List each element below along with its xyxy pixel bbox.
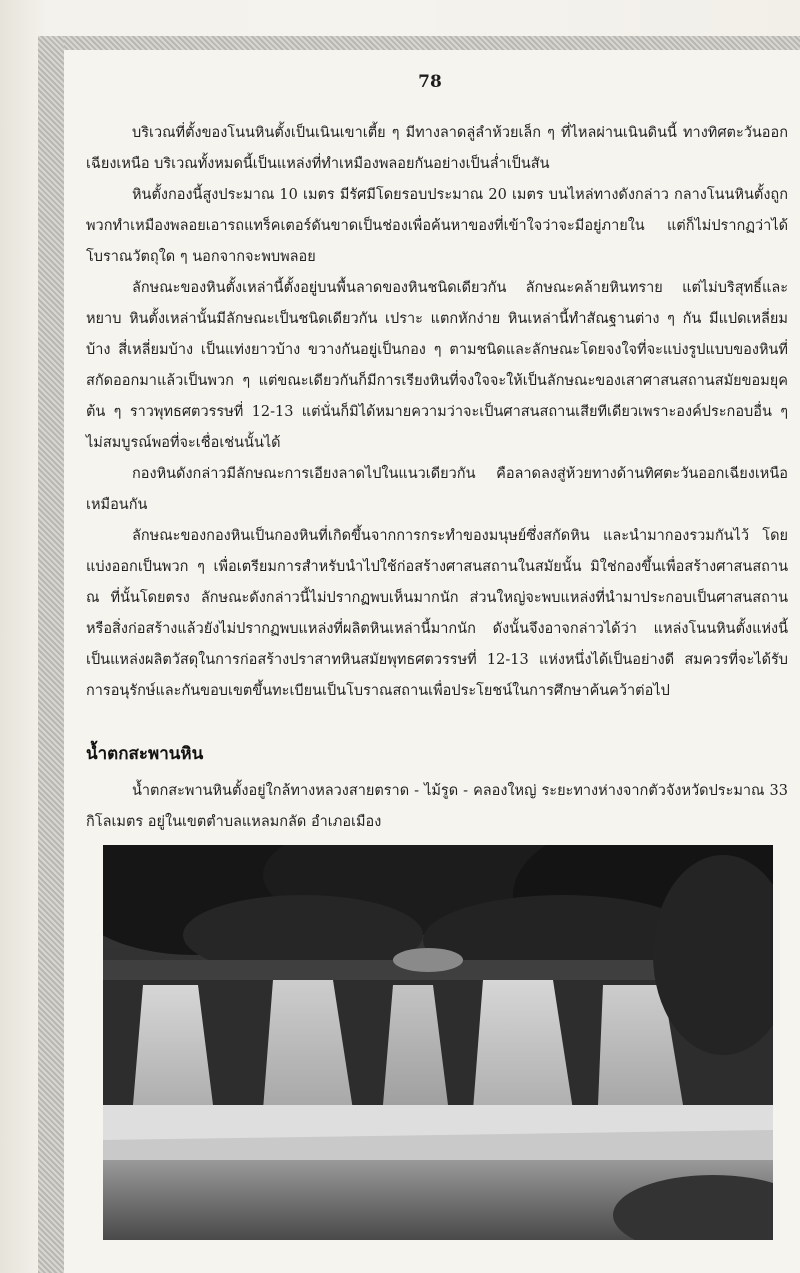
paragraph-2: หินตั้งกองนี้สูงประมาณ 10 เมตร มีรัศมีโดยรอบประมาณ 20 เมตร บนไหล่ทางดังกล่าว กลางโนนหินตั้งถูกพวกทำเหมืองพลอยเอารถแทร็คเตอร์ดันขาดเป็นช่องเพื่อค้นหาของที่เข้าใจว่าจะมีอยู่ภายใน แต่ก็ไม่ปรากฏว่าได้โบราณวัตถุใด ๆ นอกจากจะพบพลอย [86, 187, 788, 265]
paragraph-5: ลักษณะของกองหินเป็นกองหินที่เกิดขึ้นจากการกระทำของมนุษย์ซึ่งสกัดหิน และนำมากองรวมกันไว้ โดยแบ่งออกเป็นพวก ๆ เพื่อเตรียมการสำหรับนำไปใช้ก่อสร้างศาสนสถานในสมัยนั้น มิใช่กองขึ้นเพื่อสร้างศาสนสถาน ณ ที่นั้นโดยตรง ลักษณะดังกล่าวนี้ไม่ปรากฏพบเห็นมากนัก ส่วนใหญ่จะพบแหล่งที่นำมาประกอบเป็นศาสนสถานหรือสิ่งก่อสร้างแล้วยังไม่ปรากฏพบแหล่งที่ผลิตหินเหล่านี้มากนัก ดังนั้นจึงอาจกล่าวได้ว่า แหล่งโนนหินตั้งแห่งนี้ เป็นแหล่งผลิตวัสดุในการก่อสร้างปราสาทหินสมัยพุทธศตวรรษที่ 12-13 แห่งหนึ่งได้เป็นอย่างดี สมควรที่จะได้รับการอนุรักษ์และกันขอบเขตขึ้นทะเบียนเป็นโบราณสถานเพื่อประโยชน์ในการศึกษาค้นคว้าต่อไป [86, 528, 788, 699]
section-heading: น้ำตกสะพานหิน [86, 744, 204, 764]
waterfall-photo [103, 845, 773, 1240]
main-text [86, 118, 788, 707]
paragraph-1: บริเวณที่ตั้งของโนนหินตั้งเป็นเนินเขาเตี้ย ๆ มีทางลาดลู่ลำห้วยเล็ก ๆ ที่ไหลผ่านเนินดินนี้ ทางทิศตะวันออกเฉียงเหนือ บริเวณทั้งหมดนี้เป็นแหล่งที่ทำเหมืองพลอยกันอย่างเป็นล่ำเป็นสัน [86, 125, 788, 172]
page-number: 78 [418, 72, 442, 92]
waterfall-photo-image [103, 845, 773, 1240]
page-border-top [38, 36, 800, 50]
paragraph-4: กองหินดังกล่าวมีลักษณะการเอียงลาดไปในแนวเดียวกัน คือลาดลงสู่ห้วยทางด้านทิศตะวันออกเฉียงเหนือเหมือนกัน [86, 466, 788, 513]
paragraph-3: ลักษณะของหินตั้งเหล่านี้ตั้งอยู่บนพื้นลาดของหินชนิดเดียวกัน ลักษณะคล้ายหินทราย แต่ไม่บริสุทธิ์และหยาบ หินตั้งเหล่านั้นมีลักษณะเป็นชนิดเดียวกัน เปราะ แตกหักง่าย หินเหล่านี้ทำสัณฐานต่าง ๆ กัน มีแปดเหลี่ยมบ้าง สี่เหลี่ยมบ้าง เป็นแท่งยาวบ้าง ขวางกันอยู่เป็นกอง ๆ ตามชนิดและลักษณะโดยจงใจที่จะแบ่งรูปแบบของหินที่สกัดออกมาแล้วเป็นพวก ๆ แต่ขณะเดียวกันก็มีการเรียงหินที่จงใจจะให้เป็นลักษณะของเสาศาสนสถานสมัยขอมยุคต้น ๆ ราวพุทธศตวรรษที่ 12-13 แต่นั่นก็มิได้หมายความว่าจะเป็นศาสนสถานเสียทีเดียวเพราะองค์ประกอบอื่น ๆ ไม่สมบูรณ์พอที่จะเชื่อเช่นนั้นได้ [86, 280, 788, 451]
page-border-left [38, 36, 64, 1273]
section-text-block [86, 776, 788, 838]
section-paragraph: น้ำตกสะพานหินตั้งอยู่ใกล้ทางหลวงสายตราด - ไม้รูด - คลองใหญ่ ระยะทางห่างจากตัวจังหวัดประมาณ 33 กิโลเมตร อยู่ในเขตตำบลแหลมกลัด อำเภอเมือง [86, 783, 788, 830]
